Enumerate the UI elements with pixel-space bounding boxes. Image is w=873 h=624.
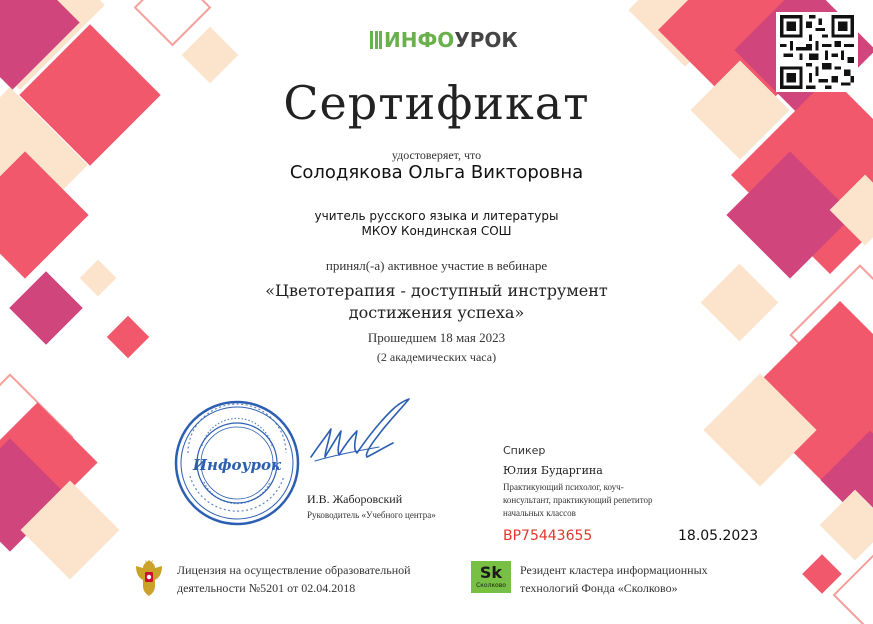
skolkovo-line-2: технологий Фонда «Сколково»	[520, 581, 678, 595]
logo-bars-icon	[370, 31, 382, 49]
hours-text: (2 академических часа)	[376, 350, 497, 364]
held-date-text: Прошедшем 18 мая 2023	[367, 330, 506, 345]
skolkovo-logo-text: Sk	[479, 563, 503, 582]
skolkovo-line-1: Резидент кластера информационных	[520, 563, 708, 577]
certificate-code: ВР75443655	[503, 528, 593, 544]
attests-text: удостоверяет, что	[391, 148, 482, 162]
logo-text-info: ИНФО	[384, 28, 455, 52]
webinar-title-line-2: достижения успеха»	[348, 303, 525, 322]
stamp-seal-icon	[172, 398, 302, 528]
position-line-2: МКОУ Кондинская СОШ	[361, 224, 512, 238]
stamp-brand-text: Инфоурок	[192, 456, 282, 474]
position-line-1: учитель русского языка и литературы	[314, 209, 559, 223]
license-line-1: Лицензия на осуществление образовательной	[177, 563, 411, 577]
director-role: Руководитель «Учебного центра»	[307, 510, 436, 520]
license-line-2: деятельности №5201 от 02.04.2018	[177, 581, 356, 595]
issue-date: 18.05.2023	[678, 528, 759, 544]
skolkovo-logo	[471, 561, 511, 593]
speaker-description: Практикующий психолог, коуч-консультант, практикующий репетитор начальных классов	[503, 482, 653, 518]
director-signature-icon	[305, 395, 425, 475]
deco-diamond	[820, 490, 873, 561]
recipient-position	[0, 209, 873, 239]
deco-diamond	[802, 554, 842, 594]
logo-text-urok: УРОК	[454, 28, 518, 52]
participation-text: принял(-а) активное участие в вебинаре	[325, 258, 548, 273]
webinar-title	[0, 280, 873, 324]
speaker-label: Спикер	[503, 444, 546, 457]
infourok-logo	[370, 28, 518, 52]
recipient-name: Солодякова Ольга Викторовна	[289, 162, 584, 183]
speaker-name: Юлия Бударгина	[503, 464, 603, 477]
coat-of-arms-icon	[132, 558, 166, 598]
license-text	[177, 561, 411, 597]
skolkovo-logo-subtext: Сколково	[476, 582, 506, 589]
certificate-title: Сертификат	[283, 76, 590, 130]
webinar-title-line-1: «Цветотерапия - доступный инструмент	[265, 281, 608, 300]
skolkovo-text	[520, 561, 708, 597]
director-name: И.В. Жаборовский	[307, 492, 403, 506]
deco-diamond	[182, 27, 239, 84]
deco-diamond	[833, 553, 873, 624]
